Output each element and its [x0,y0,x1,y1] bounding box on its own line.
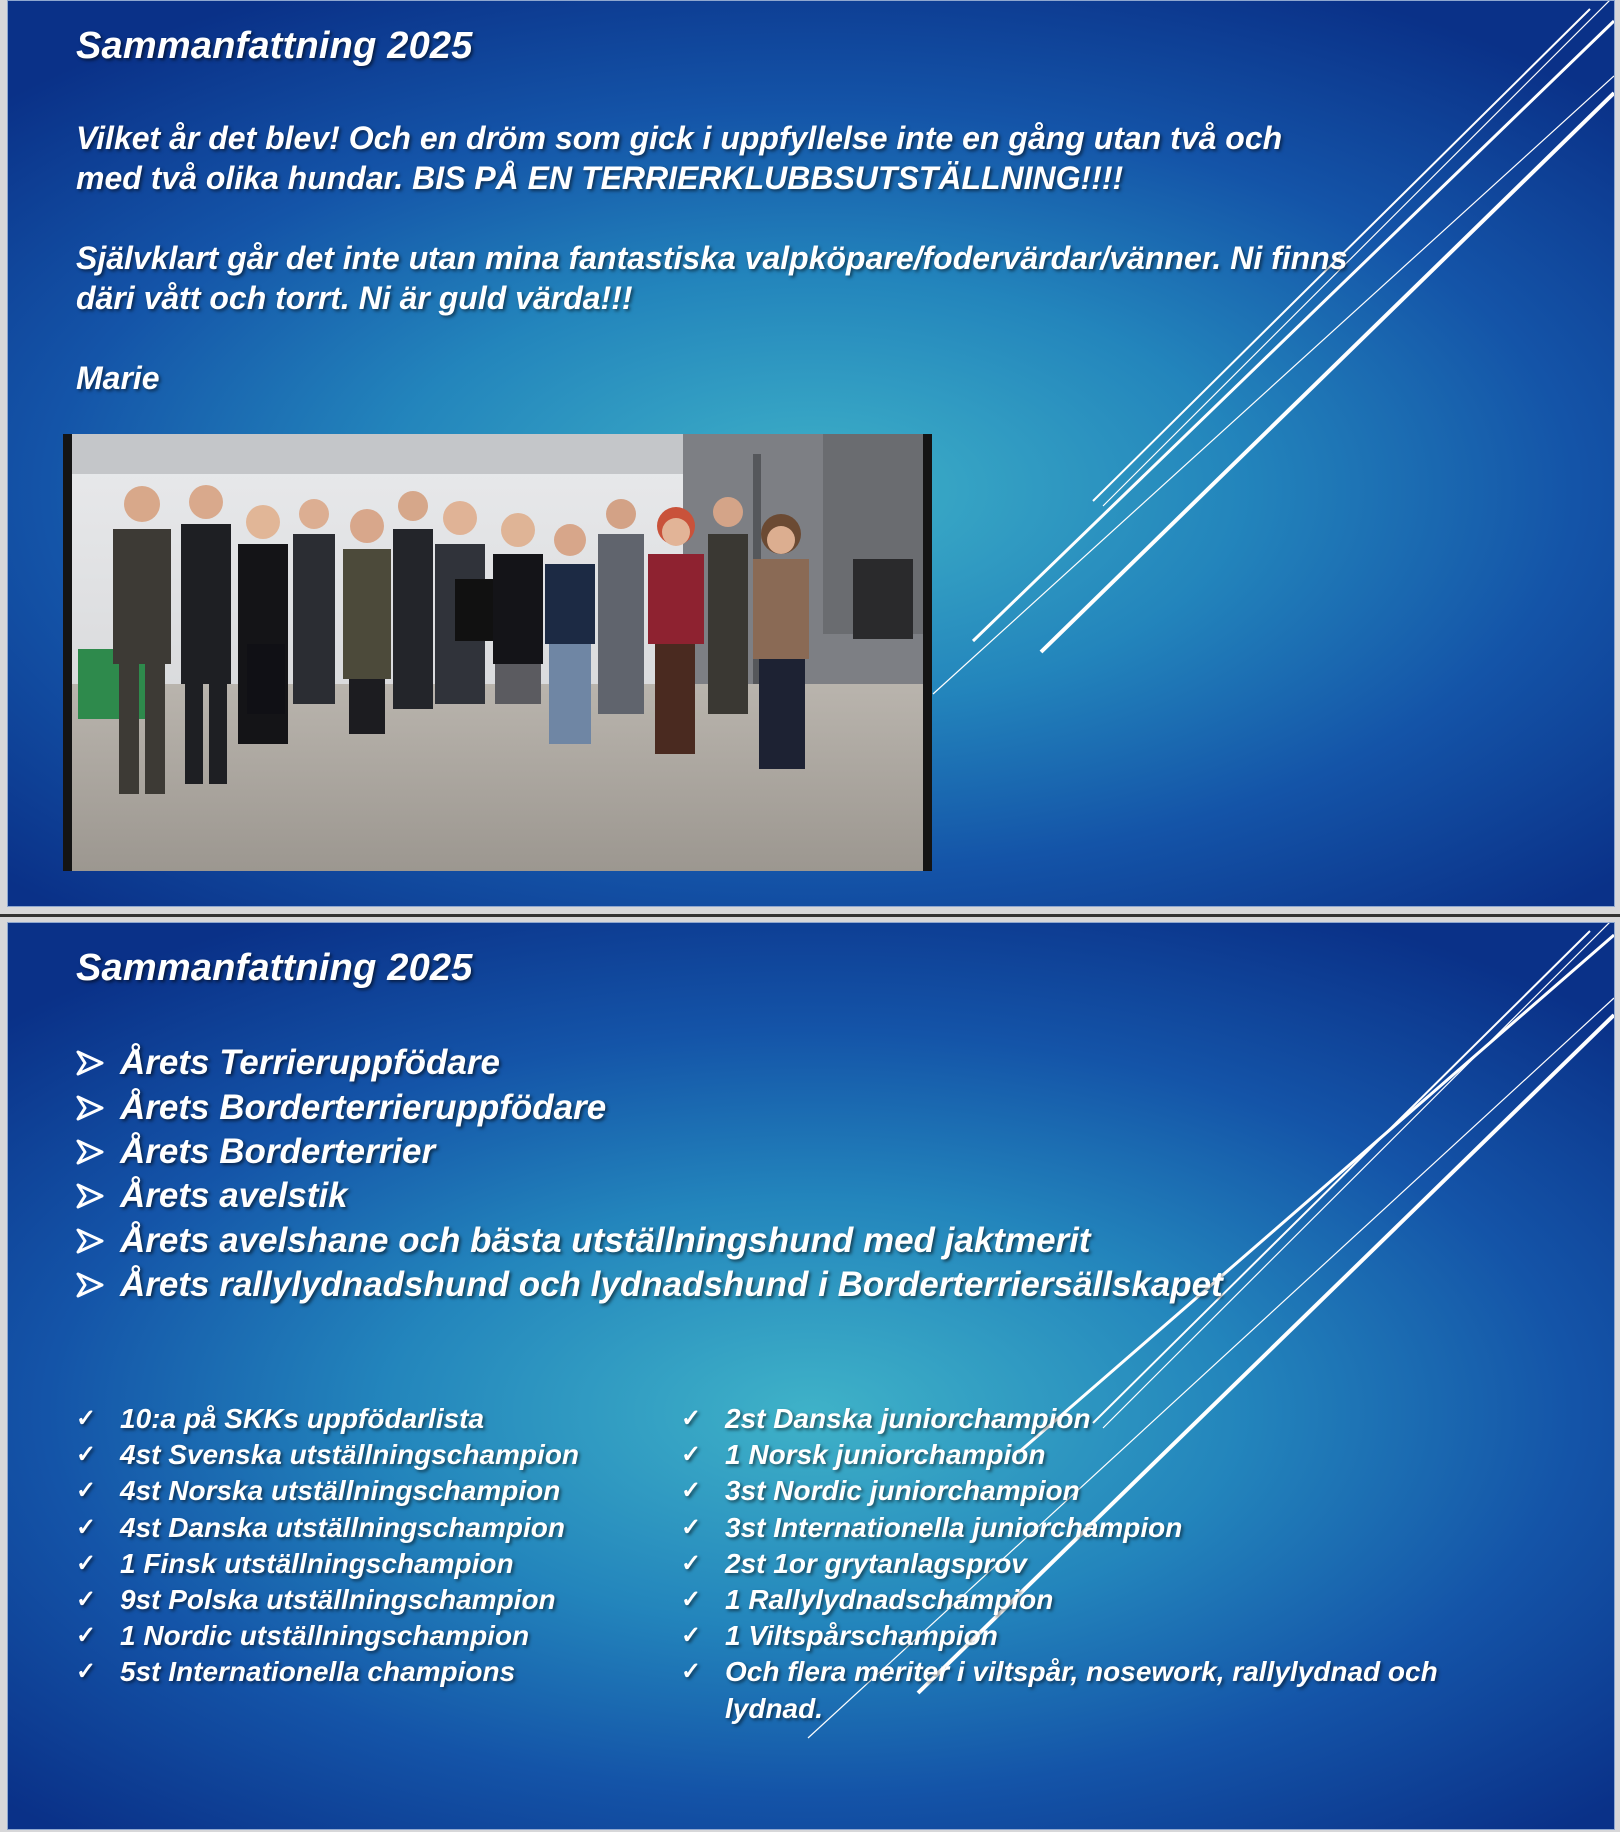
achievement-text: 4st Danska utställningschampion [120,1511,565,1543]
achievement-item [681,1473,1461,1509]
achievement-item [681,1401,1461,1437]
achievement-text: 1 Norsk juniorchampion [725,1439,1046,1471]
achievement-text: 3st Internationella juniorchampion [725,1511,1183,1543]
arrow-bullet-icon [76,1183,112,1209]
award-item [76,1219,1223,1263]
achievements-left-list [76,1401,579,1691]
achievement-item [681,1546,1461,1582]
checkmark-icon: ✓ [76,1441,97,1469]
arrow-bullet-icon [76,1139,112,1165]
slide-divider [0,914,1620,917]
achievement-text: 2st 1or grytanlagsprov [725,1547,1027,1579]
achievement-item [681,1654,1461,1726]
intro-paragraph: Vilket år det blev! Och en dröm som gick i uppfyllelse inte en gång utan två och med två olika hundar. BIS PÅ EN TERRIERKLUBBSUTSTÄLLNING!!!! [76,120,1283,196]
achievement-text: 2st Danska juniorchampion [725,1403,1091,1434]
award-text: Årets rallylydnadshund och lydnadshund i Borderterriersällskapet [120,1265,1223,1305]
achievement-item [76,1582,579,1618]
checkmark-icon: ✓ [76,1513,97,1541]
achievement-text: 3st Nordic juniorchampion [725,1475,1080,1507]
slide-title: Sammanfattning 2025 [76,25,473,67]
achievement-text: 4st Norska utställningschampion [120,1475,561,1507]
achievement-text: 5st Internationella champions [120,1656,516,1688]
slide-1 [7,0,1615,907]
checkmark-icon: ✓ [76,1405,97,1432]
award-item [76,1041,1223,1085]
arrow-bullet-icon [76,1095,112,1121]
award-item [76,1130,1223,1174]
thanks-paragraph: Självklart går det inte utan mina fantastiska valpköpare/fodervärdar/vänner. Ni finns däri vått och torrt. Ni är guld värda!!! [76,240,1348,316]
achievement-item [681,1582,1461,1618]
award-text: Årets avelshane och bästa utställningshund med jaktmerit [120,1220,1091,1260]
checkmark-icon: ✓ [76,1622,97,1650]
checkmark-icon: ✓ [76,1477,97,1505]
signature: Marie [76,360,160,396]
achievement-item [76,1437,579,1473]
achievement-item [76,1473,579,1509]
achievement-text: 1 Nordic utställningschampion [120,1620,530,1652]
achievements-right-list [681,1401,1461,1727]
checkmark-icon: ✓ [681,1441,702,1469]
award-text: Årets avelstik [120,1176,348,1216]
slide-2 [7,922,1615,1830]
achievement-text: 9st Polska utställningschampion [120,1584,556,1616]
checkmark-icon: ✓ [681,1513,702,1541]
achievement-item [76,1654,579,1690]
achievement-item [76,1401,579,1437]
achievement-item [76,1546,579,1582]
achievement-item [681,1618,1461,1654]
arrow-bullet-icon [76,1050,112,1076]
achievement-item [681,1437,1461,1473]
slide-title: Sammanfattning 2025 [76,947,473,989]
award-text: Årets Borderterrieruppfödare [120,1087,607,1127]
award-text: Årets Borderterrier [120,1131,436,1171]
checkmark-icon: ✓ [681,1658,702,1686]
achievement-item [681,1510,1461,1546]
achievement-text: Och flera meriter i viltspår, nosework, rallylydnad och lydnad. [725,1656,1438,1724]
achievement-text: 10:a på SKKs uppfödarlista [120,1403,485,1434]
arrow-bullet-icon [76,1228,112,1254]
achievement-text: 1 Finsk utställningschampion [120,1547,514,1579]
checkmark-icon: ✓ [76,1658,97,1686]
achievement-text: 4st Svenska utställningschampion [120,1439,580,1471]
award-item [76,1085,1223,1129]
achievement-item [76,1618,579,1654]
award-item [76,1263,1223,1307]
achievement-text: 1 Rallylydnadschampion [725,1584,1054,1616]
checkmark-icon: ✓ [681,1405,702,1432]
checkmark-icon: ✓ [76,1586,97,1614]
achievement-text: 1 Viltspårschampion [725,1620,998,1652]
checkmark-icon: ✓ [681,1549,702,1577]
checkmark-icon: ✓ [681,1477,702,1505]
award-item [76,1174,1223,1218]
awards-list [76,1041,1223,1307]
checkmark-icon: ✓ [76,1549,97,1577]
award-text: Årets Terrieruppfödare [120,1043,500,1083]
group-photo [63,434,932,871]
arrow-bullet-icon [76,1272,112,1298]
checkmark-icon: ✓ [681,1586,702,1614]
achievement-item [76,1510,579,1546]
checkmark-icon: ✓ [681,1622,702,1650]
